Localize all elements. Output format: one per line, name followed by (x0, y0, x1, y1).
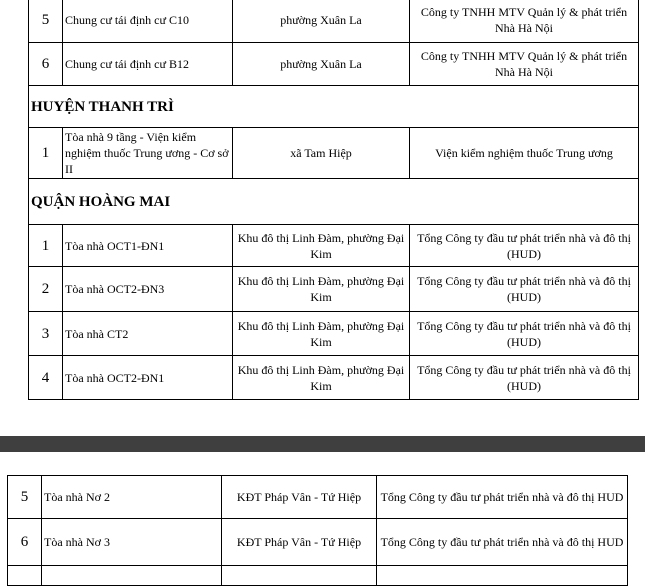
building-name: Tòa nhà OCT1-ĐN1 (63, 225, 233, 267)
buildings-table-page-2 (7, 475, 628, 586)
managing-organization: Tổng Công ty đầu tư phát triển nhà và đô thị (HUD) (410, 312, 639, 356)
table-row (29, 128, 639, 179)
managing-organization: Tổng Công ty đầu tư phát triển nhà và đô thị (HUD) (410, 267, 639, 312)
table-row (29, 43, 639, 86)
building-location: KĐT Pháp Vân - Tứ Hiệp (222, 476, 377, 519)
table-row (29, 0, 639, 43)
row-number: 1 (29, 128, 63, 179)
row-number: 2 (29, 267, 63, 312)
building-name: Tòa nhà 9 tầng - Viện kiểm nghiệm thuốc Trung ương - Cơ sở II (63, 128, 233, 179)
building-name: Tòa nhà OCT2-ĐN3 (63, 267, 233, 312)
building-name: Tòa nhà Nơ 3 (42, 519, 222, 566)
building-name: Tòa nhà CT2 (63, 312, 233, 356)
managing-organization: Tổng Công ty đầu tư phát triển nhà và đô thị (HUD) (410, 225, 639, 267)
section-row (29, 86, 639, 128)
section-row (29, 179, 639, 225)
building-name: Chung cư tái định cư B12 (63, 43, 233, 86)
building-location: phường Xuân La (233, 0, 410, 43)
building-name: Tòa nhà OCT2-ĐN1 (63, 356, 233, 400)
buildings-table-page-1 (28, 0, 639, 400)
building-location: xã Tam Hiệp (233, 128, 410, 179)
managing-organization: Tổng Công ty đầu tư phát triển nhà và đô thị HUD (377, 519, 628, 566)
section-heading-thanh-tri: HUYỆN THANH TRÌ (29, 86, 639, 128)
row-number: 4 (29, 356, 63, 400)
managing-organization: Tổng Công ty đầu tư phát triển nhà và đô thị HUD (377, 476, 628, 519)
row-number: 6 (29, 43, 63, 86)
managing-organization: Tổng Công ty đầu tư phát triển nhà và đô thị (HUD) (410, 356, 639, 400)
building-location: Khu đô thị Linh Đàm, phường Đại Kim (233, 356, 410, 400)
building-name: Chung cư tái định cư C10 (63, 0, 233, 43)
building-location: KĐT Pháp Vân - Tứ Hiệp (222, 519, 377, 566)
row-number: 6 (8, 519, 42, 566)
managing-organization: Công ty TNHH MTV Quản lý & phát triển Nhà Hà Nội (410, 0, 639, 43)
table-row (8, 476, 628, 519)
managing-organization: Công ty TNHH MTV Quản lý & phát triển Nhà Hà Nội (410, 43, 639, 86)
row-number: 5 (29, 0, 63, 43)
building-location: phường Xuân La (233, 43, 410, 86)
building-location: Khu đô thị Linh Đàm, phường Đại Kim (233, 312, 410, 356)
table-row (29, 225, 639, 267)
table-row (29, 356, 639, 400)
table-row (29, 312, 639, 356)
row-number: 5 (8, 476, 42, 519)
table-row (29, 267, 639, 312)
page-separator (0, 436, 645, 452)
building-location: Khu đô thị Linh Đàm, phường Đại Kim (233, 267, 410, 312)
building-location: Khu đô thị Linh Đàm, phường Đại Kim (233, 225, 410, 267)
row-number: 3 (29, 312, 63, 356)
managing-organization: Viện kiểm nghiệm thuốc Trung ương (410, 128, 639, 179)
section-heading-hoang-mai: QUẬN HOÀNG MAI (29, 179, 639, 225)
building-name: Tòa nhà Nơ 2 (42, 476, 222, 519)
row-number: 1 (29, 225, 63, 267)
table-row (8, 519, 628, 566)
